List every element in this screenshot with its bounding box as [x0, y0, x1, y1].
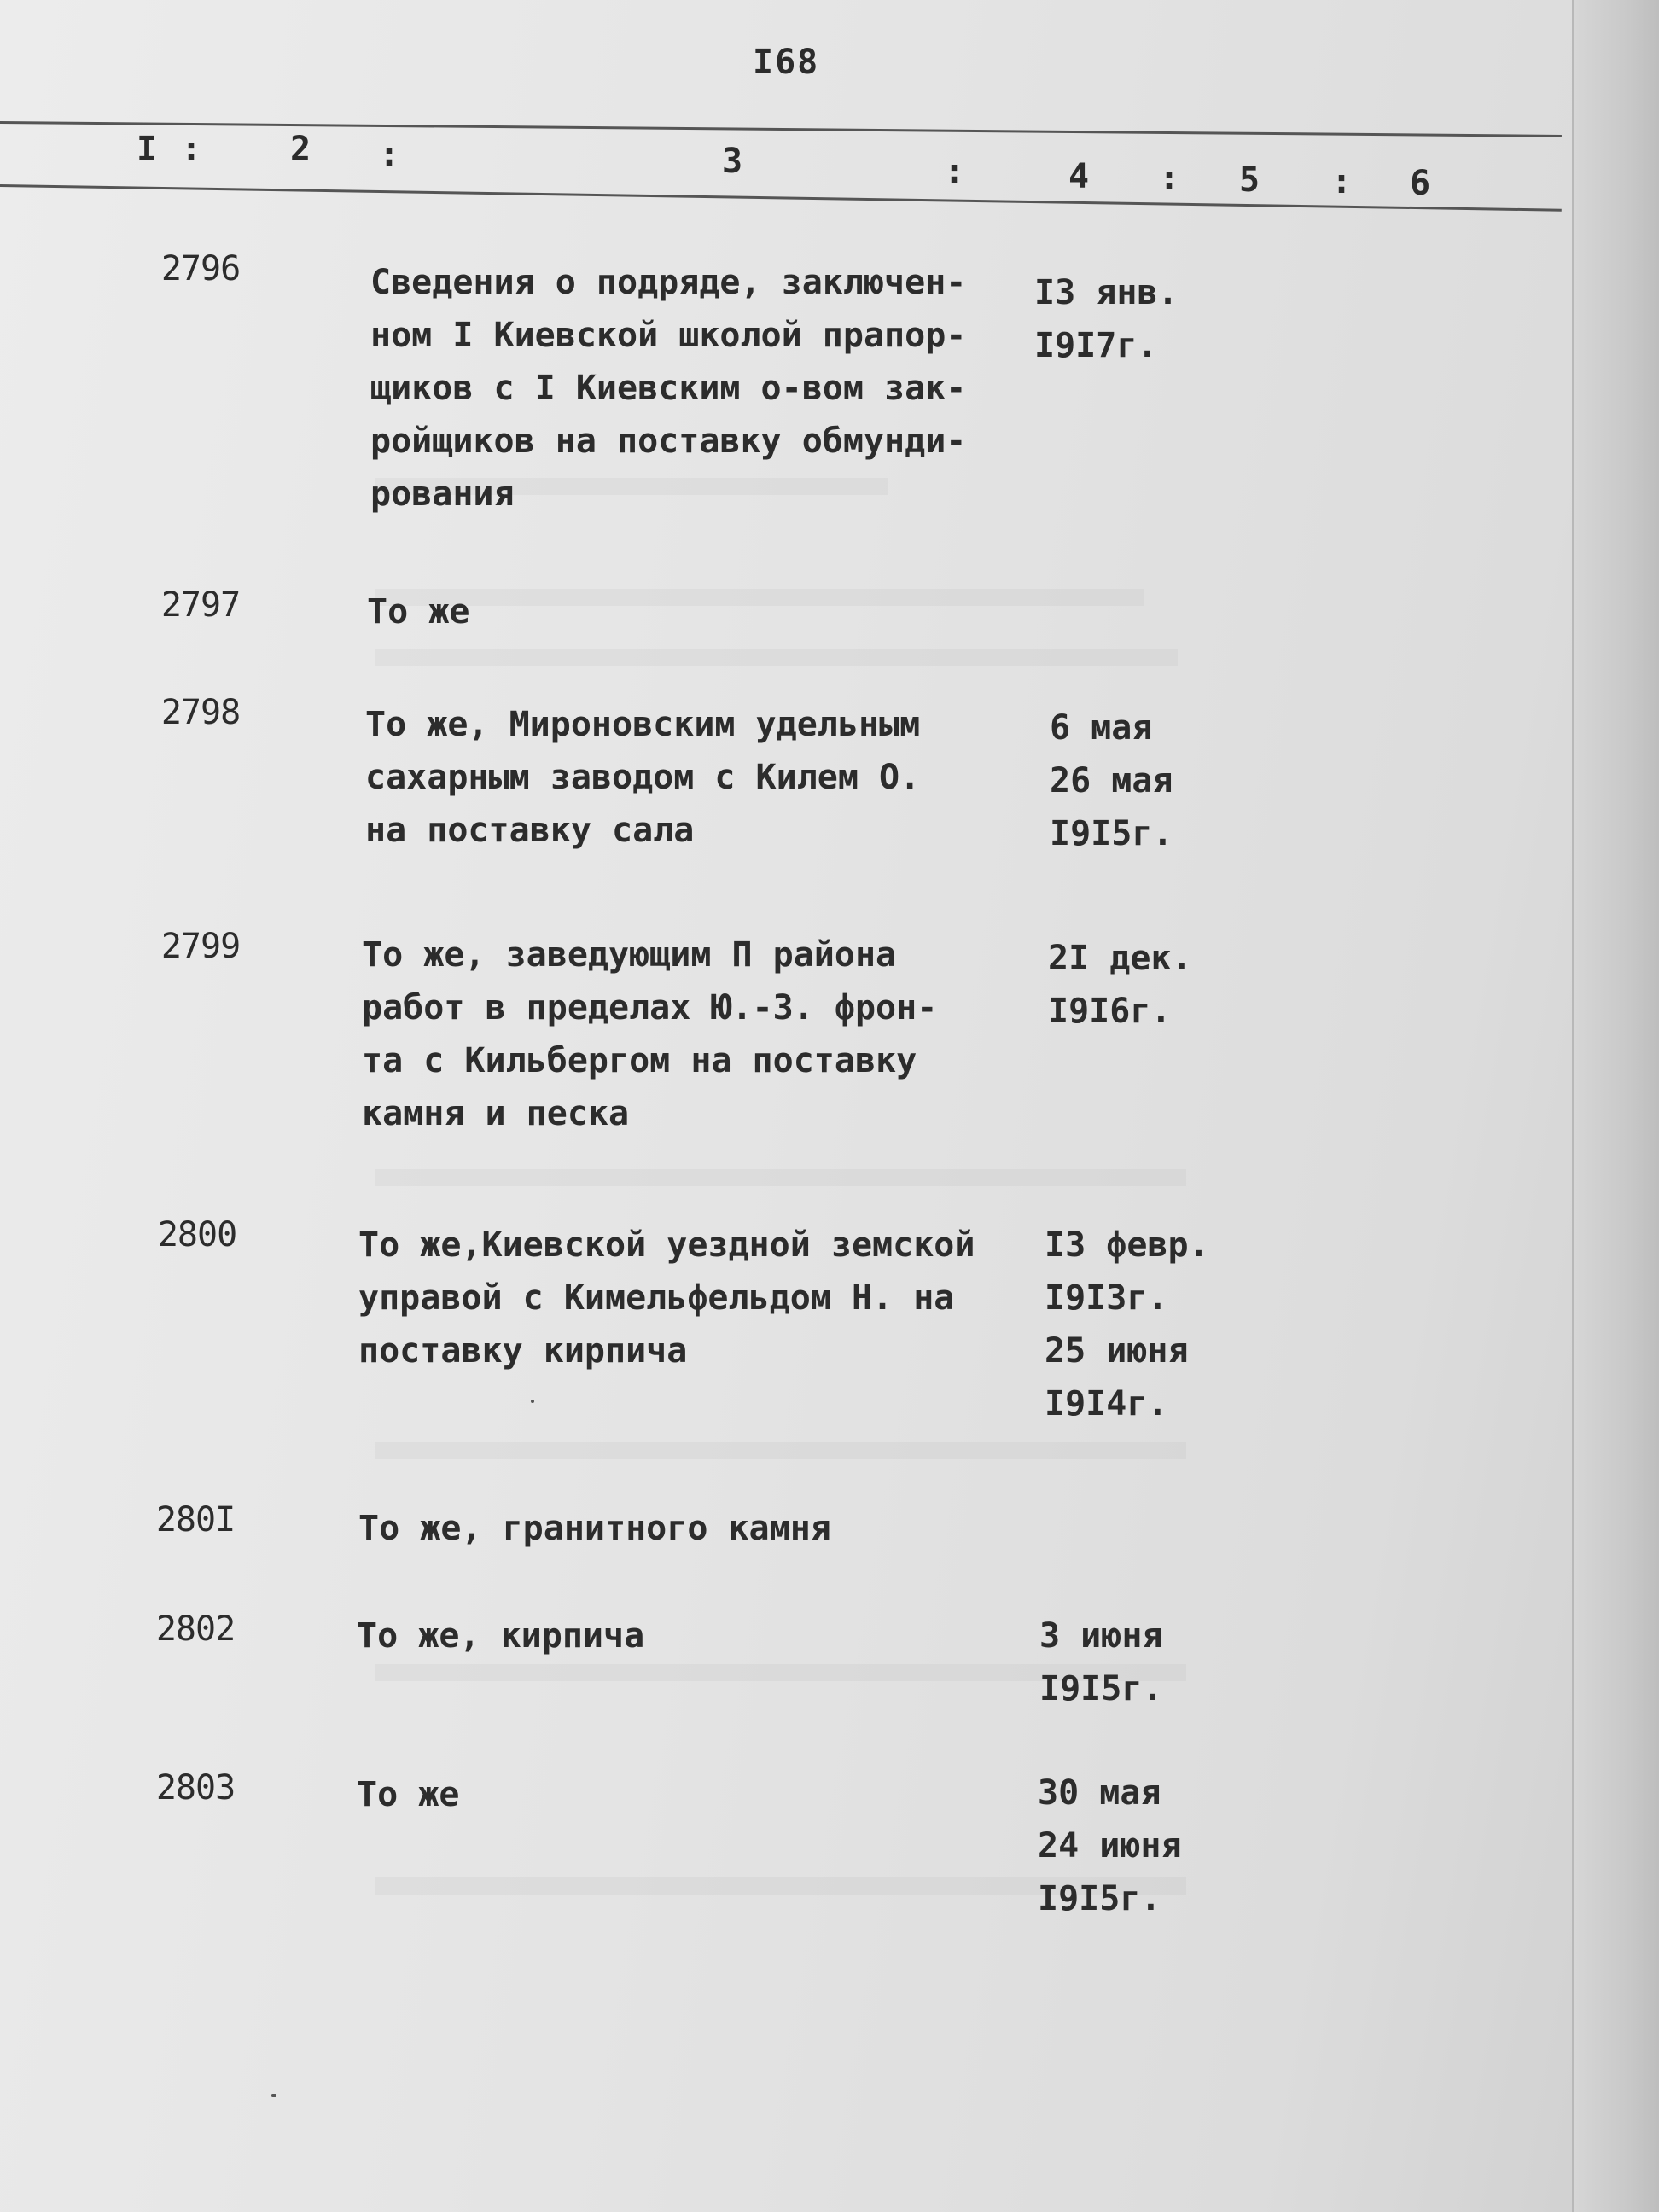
- entry-number: 2799: [160, 927, 241, 966]
- entry-number: 2798: [160, 693, 241, 732]
- entry-number: 2797: [160, 585, 241, 625]
- entry-number: 2803: [155, 1768, 236, 1807]
- column-separator: :: [1159, 159, 1180, 198]
- show-through-line: [375, 1442, 1186, 1459]
- entry-description: То же, кирпича: [357, 1616, 645, 1656]
- paper-speck: [271, 2094, 276, 2097]
- entry-description: Сведения о подряде, заключен- ном I Киевской школой прапор- щиков с I Киевским о-вом зак- ройщиков на поставку обмунди- рования: [370, 263, 967, 514]
- entry-date: 2I дек. I9I6г.: [1048, 939, 1192, 1031]
- header-rule-bottom: [0, 184, 1562, 212]
- entry-number: 2796: [160, 249, 241, 288]
- entry-description: То же, гранитного камня: [358, 1509, 831, 1548]
- column-separator: :: [1331, 162, 1353, 201]
- column-separator: :: [944, 152, 965, 191]
- column-separator: :: [181, 130, 202, 169]
- entry-number: 280I: [155, 1500, 236, 1540]
- column-header-3: 3: [722, 142, 743, 181]
- entry-description: То же: [367, 592, 470, 632]
- show-through-line: [375, 649, 1178, 666]
- column-header-1: I: [137, 130, 158, 169]
- entry-number: 2800: [157, 1215, 237, 1254]
- column-header-6: 6: [1410, 164, 1431, 203]
- header-rule-top: [0, 121, 1562, 137]
- entry-description: То же, Мироновским удельным сахарным заводом с Килем О. на поставку сала: [365, 705, 921, 850]
- entry-date: 30 мая 24 июня I9I5г.: [1038, 1773, 1182, 1918]
- entry-date: 3 июня I9I5г.: [1039, 1616, 1163, 1708]
- column-separator: :: [379, 135, 400, 174]
- entry-description: То же, заведующим П района работ в пределах Ю.-З. фрон- та с Кильбергом на поставку камня и песка: [362, 935, 938, 1133]
- entry-description: То же,Киевской уездной земской управой с Кимельфельдом Н. на поставку кирпича: [358, 1225, 975, 1371]
- entry-date: 6 мая 26 мая I9I5г.: [1050, 708, 1173, 853]
- entry-description: То же: [357, 1775, 460, 1814]
- column-header-5: 5: [1239, 160, 1260, 200]
- entry-date: I3 янв. I9I7г.: [1034, 273, 1179, 365]
- page-number: I68: [753, 43, 820, 82]
- paper-speck: [531, 1400, 534, 1403]
- entry-number: 2802: [155, 1610, 236, 1649]
- column-header-2: 2: [290, 130, 311, 169]
- column-header-4: 4: [1068, 157, 1090, 196]
- page-edge-shadow: [1572, 0, 1659, 2212]
- show-through-line: [375, 1169, 1186, 1186]
- entry-date: I3 февр. I9I3г. 25 июня I9I4г.: [1045, 1225, 1209, 1423]
